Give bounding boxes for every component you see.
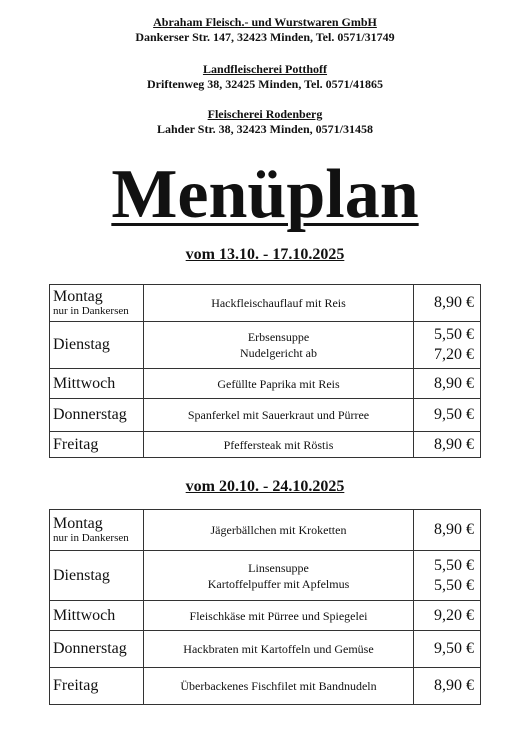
day-cell (50, 369, 144, 399)
price-cell (414, 551, 481, 601)
price-value: 7,20 € (434, 346, 474, 363)
day-cell (50, 631, 144, 668)
dish-cell (144, 369, 414, 399)
price-cell (414, 668, 481, 705)
business-name: Fleischerei Rodenberg (207, 107, 323, 121)
day-label: Dienstag (53, 566, 110, 584)
day-label: Mittwoch (53, 374, 116, 392)
business-address: Lahder Str. 38, 32423 Minden, 0571/31458 (156, 122, 374, 136)
menu-row (50, 285, 481, 322)
price-cell (414, 601, 481, 631)
dish-name: Fleischkäse mit Pürree und Spiegelei (189, 608, 368, 623)
week-heading: vom 20.10. - 24.10.2025 (185, 478, 345, 495)
dish-cell (144, 601, 414, 631)
menu-row (50, 510, 481, 551)
business-abraham (0, 15, 530, 45)
menu-row (50, 399, 481, 432)
day-label: Freitag (53, 435, 99, 453)
dish-name: Hackbraten mit Kartoffeln und Gemüse (183, 642, 374, 656)
dish-name: Überbackenes Fischfilet mit Bandnudeln (180, 679, 377, 693)
menu-row (50, 322, 481, 369)
price-value: 9,50 € (434, 406, 474, 423)
price-cell (414, 399, 481, 432)
business-rodenberg (0, 107, 530, 137)
menu-row (50, 601, 481, 631)
price-value: 8,90 € (434, 677, 474, 694)
dish-cell (144, 668, 414, 705)
day-cell (50, 668, 144, 705)
price-cell (414, 285, 481, 322)
price-cell (414, 369, 481, 399)
dish-name: Gefüllte Paprika mit Reis (217, 376, 340, 391)
menu-row (50, 668, 481, 705)
business-address: Driftenweg 38, 32425 Minden, Tel. 0571/41865 (147, 77, 383, 91)
price-cell (414, 322, 481, 369)
price-cell (414, 432, 481, 458)
price-value: 9,50 € (434, 640, 474, 657)
price-value: 8,90 € (434, 294, 474, 311)
dish-cell (144, 510, 414, 551)
dish-cell (144, 551, 414, 601)
day-label: Freitag (53, 677, 99, 694)
day-cell (50, 551, 144, 601)
price-value: 5,50 € (434, 556, 474, 574)
price-value: 5,50 € (434, 326, 474, 343)
menu-row (50, 369, 481, 399)
day-label: Donnerstag (53, 406, 127, 423)
dish-name: Hackfleischauflauf mit Reis (211, 296, 346, 310)
day-cell (50, 322, 144, 369)
price-value: 8,90 € (434, 435, 474, 453)
day-label: Dienstag (53, 336, 110, 353)
day-label: Montag (53, 288, 103, 305)
day-label: Montag (53, 515, 103, 532)
dish-cell (144, 631, 414, 668)
day-note: nur in Dankersen (53, 532, 129, 544)
price-cell (414, 631, 481, 668)
business-name: Abraham Fleisch.- und Wurstwaren GmbH (153, 15, 377, 29)
business-potthoff (0, 62, 530, 92)
page-title-container (0, 150, 530, 240)
price-value: 8,90 € (434, 521, 474, 538)
menu-row (50, 432, 481, 458)
dish-name: Nudelgericht ab (240, 346, 317, 360)
day-note: nur in Dankersen (53, 305, 129, 317)
menu-table-week-2 (49, 509, 481, 705)
dish-name: Spanferkel mit Sauerkraut und Pürree (187, 408, 370, 422)
price-value: 8,90 € (434, 374, 474, 392)
page-title: Menüplan (111, 156, 419, 233)
dish-cell (144, 322, 414, 369)
day-cell (50, 285, 144, 322)
day-label: Mittwoch (53, 606, 116, 624)
dish-name: Pfeffersteak mit Röstis (223, 437, 334, 452)
dish-name: Jägerbällchen mit Kroketten (210, 523, 347, 537)
day-cell (50, 510, 144, 551)
dish-name: Linsensuppe (248, 560, 309, 575)
business-name: Landfleischerei Potthoff (202, 62, 328, 76)
day-cell (50, 432, 144, 458)
menu-row (50, 551, 481, 601)
price-value: 5,50 € (434, 576, 474, 594)
dish-cell (144, 399, 414, 432)
business-address: Dankerser Str. 147, 32423 Minden, Tel. 0571/31749 (135, 30, 395, 44)
price-cell (414, 510, 481, 551)
menu-table-week-1 (49, 284, 481, 458)
day-cell (50, 601, 144, 631)
week-heading: vom 13.10. - 17.10.2025 (185, 246, 345, 263)
day-cell (50, 399, 144, 432)
dish-name: Erbsensuppe (247, 330, 310, 344)
dish-cell (144, 285, 414, 322)
dish-cell (144, 432, 414, 458)
day-label: Donnerstag (53, 640, 127, 657)
price-value: 9,20 € (434, 606, 474, 624)
menu-row (50, 631, 481, 668)
dish-name: Kartoffelpuffer mit Apfelmus (207, 576, 350, 591)
